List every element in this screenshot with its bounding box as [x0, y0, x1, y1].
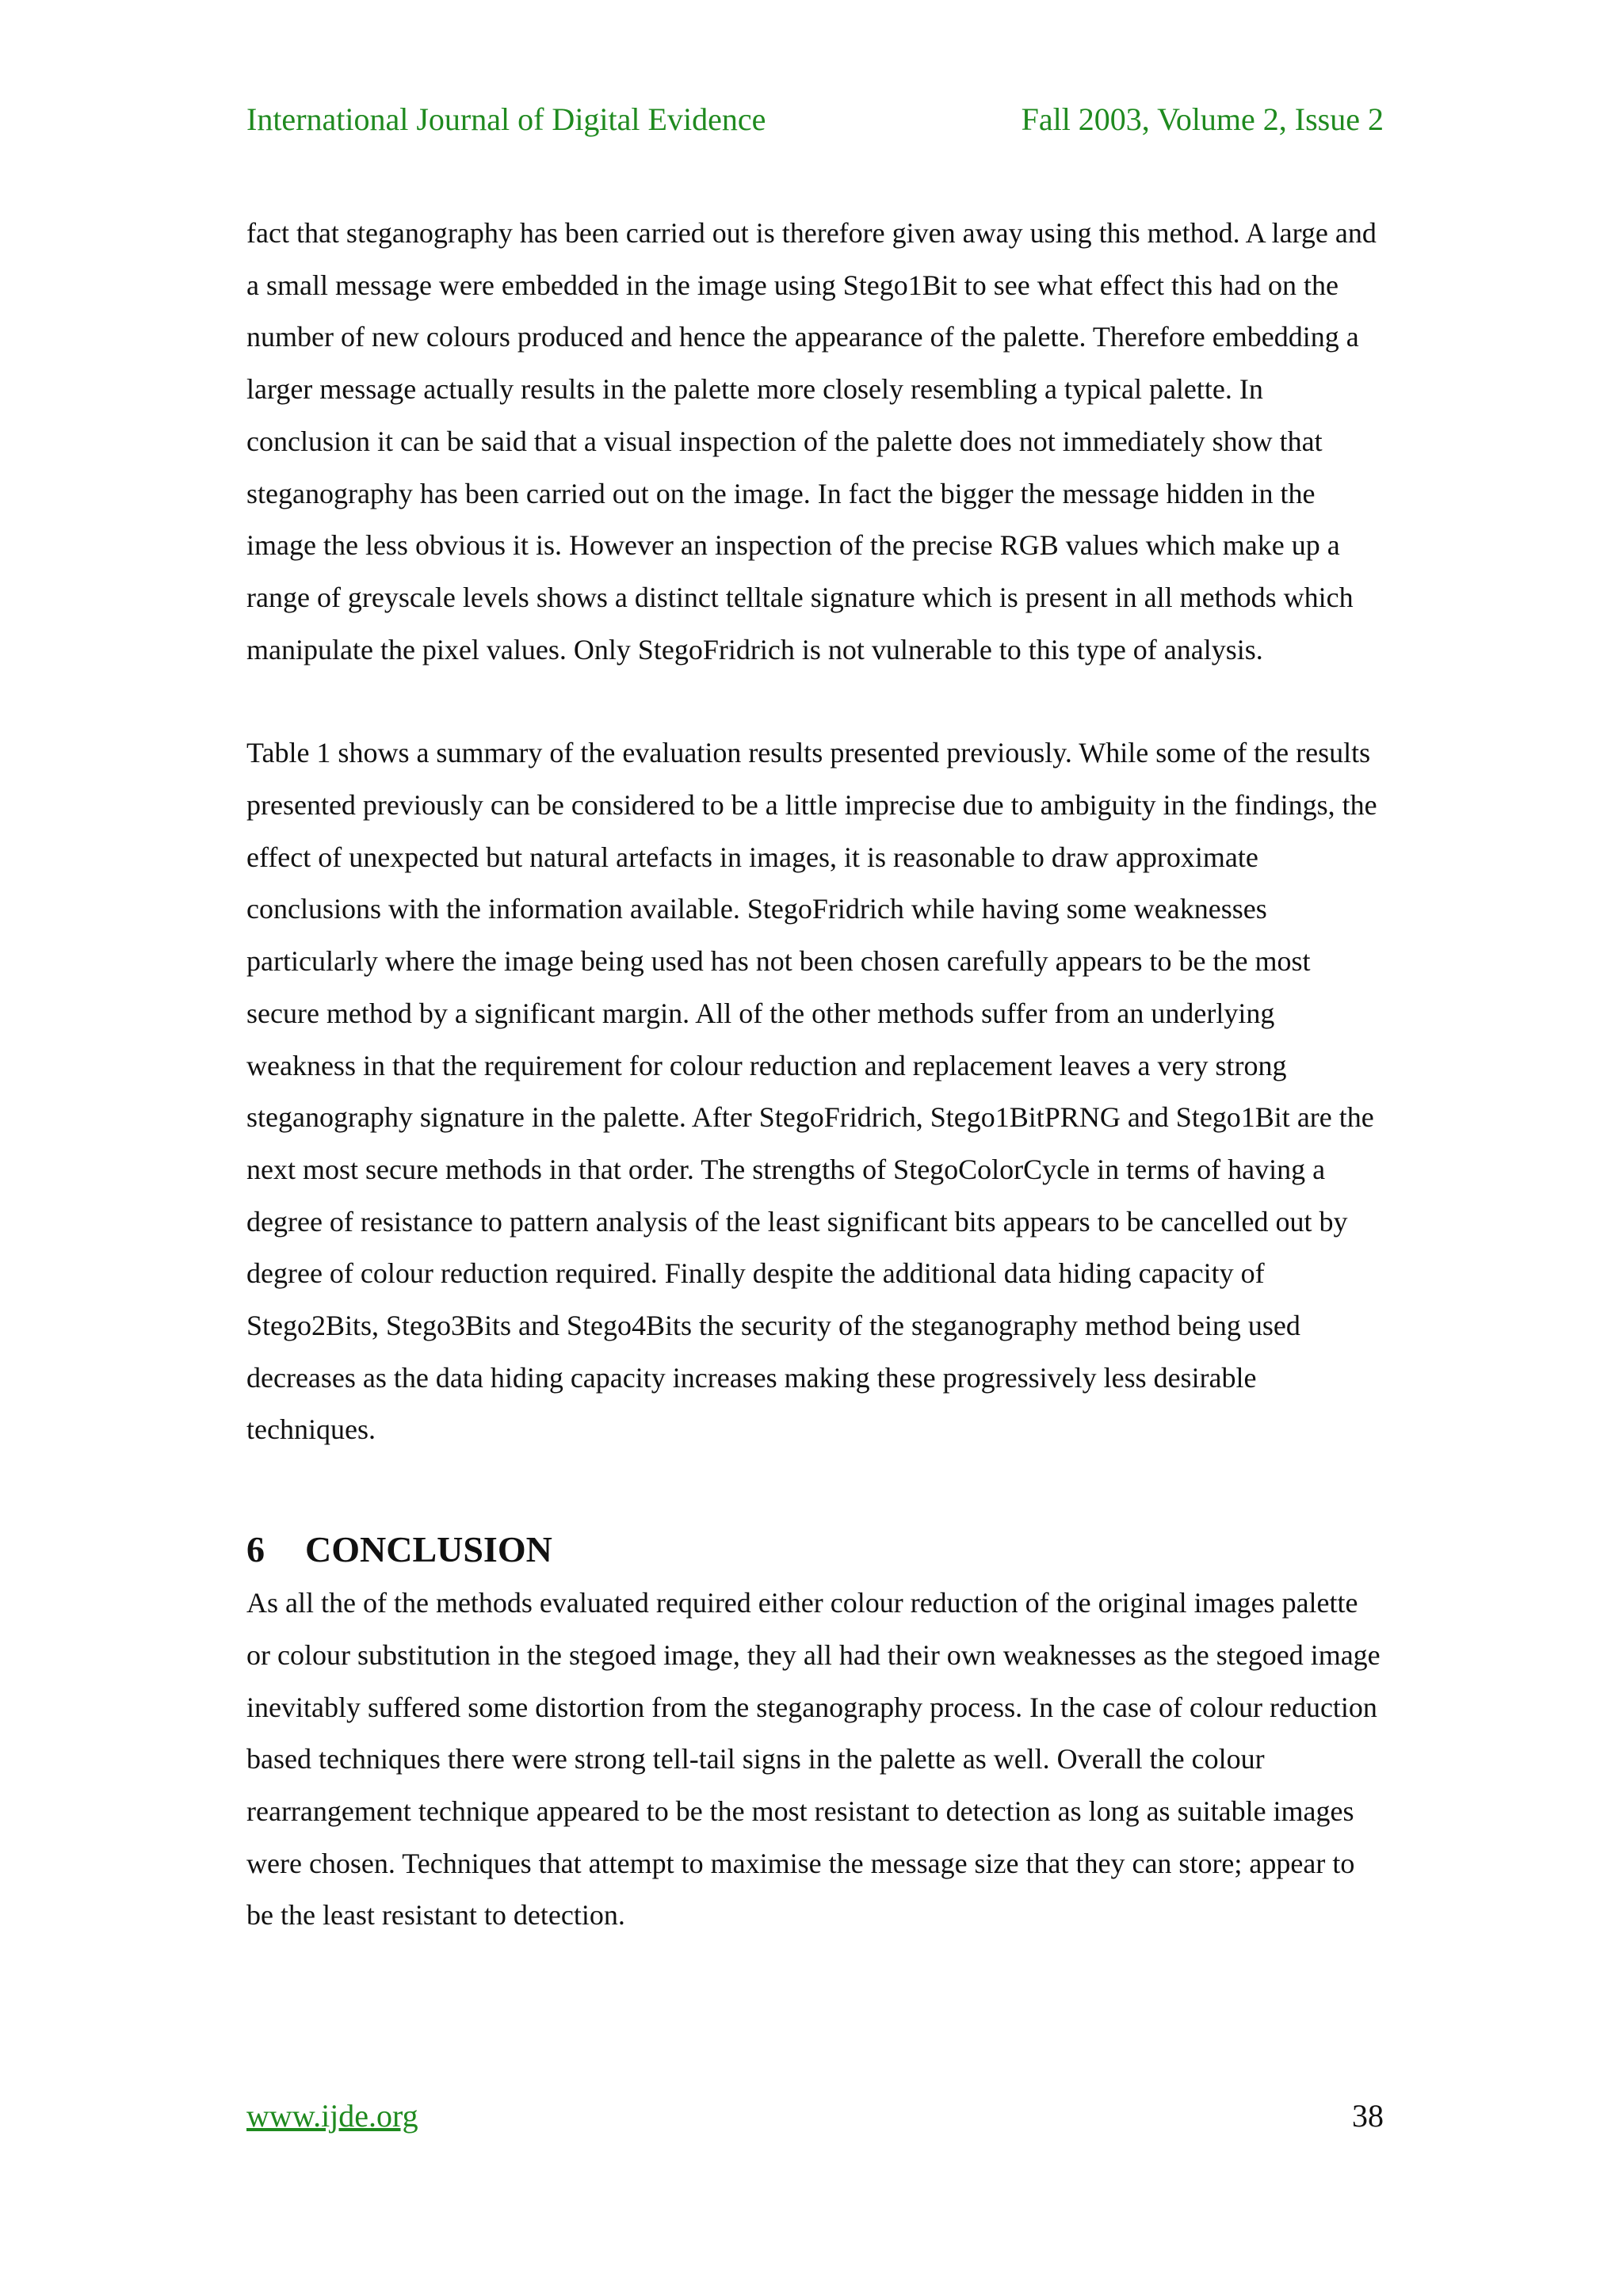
page-footer [246, 2092, 1384, 2139]
body-paragraph-3: As all the of the methods evaluated required either colour reduction of the original images palette or colour substitution in the stegoed image, they all had their own weaknesses as the stegoed image inevitably suffered some distortion from the steganography process. In the case of colour reduction based techniques there were strong tell-tail signs in the palette as well. Overall the colour rearrangement technique appeared to be the most resistant to detection as long as suitable images were chosen. Techniques that attempt to maximise the message size that they can store; appear to be the least resistant to detection. [246, 1587, 1381, 1932]
issue-info: Fall 2003, Volume 2, Issue 2 [1021, 101, 1384, 137]
section-number: 6 [246, 1529, 265, 1570]
body-paragraph-2: Table 1 shows a summary of the evaluation results presented previously. While some of the results presented previously can be considered to be a little imprecise due to ambiguity in the findings, the effect of unexpected but natural artefacts in images, it is reasonable to draw approximate conclusions with the information available. StegoFridrich while having some weaknesses particularly where the image being used has not been chosen carefully appears to be the most secure method by a significant margin. All of the other methods suffer from an underlying weakness in that the requirement for colour reduction and replacement leaves a very strong steganography signature in the palette. After StegoFridrich, Stego1BitPRNG and Stego1Bit are the next most secure methods in that order. The strengths of StegoColorCycle in terms of having a degree of resistance to pattern analysis of the least significant bits appears to be cancelled out by degree of colour reduction required. Finally despite the additional data hiding capacity of Stego2Bits, Stego3Bits and Stego4Bits the security of the steganography method being used decreases as the data hiding capacity increases making these progressively less desirable techniques. [246, 737, 1377, 1446]
section-title: CONCLUSION [305, 1529, 552, 1570]
page-header [246, 95, 1384, 143]
journal-title: International Journal of Digital Evidence [246, 101, 766, 137]
section-heading [246, 1522, 1388, 1577]
website-link[interactable]: www.ijde.org [246, 2097, 418, 2134]
page-number: 38 [1352, 2097, 1384, 2134]
page-content [246, 208, 1388, 1942]
body-paragraph-1: fact that steganography has been carried out is therefore given away using this method. A large and a small message were embedded in the image using Stego1Bit to see what effect this had on the number of new colours produced and hence the appearance of the palette. Therefore embedding a larger message actually results in the palette more closely resembling a typical palette. In conclusion it can be said that a visual inspection of the palette does not immediately show that steganography has been carried out on the image. In fact the bigger the message hidden in the image the less obvious it is. However an inspection of the precise RGB values which make up a range of greyscale levels shows a distinct telltale signature which is present in all methods which manipulate the pixel values. Only StegoFridrich is not vulnerable to this type of analysis. [246, 217, 1377, 666]
